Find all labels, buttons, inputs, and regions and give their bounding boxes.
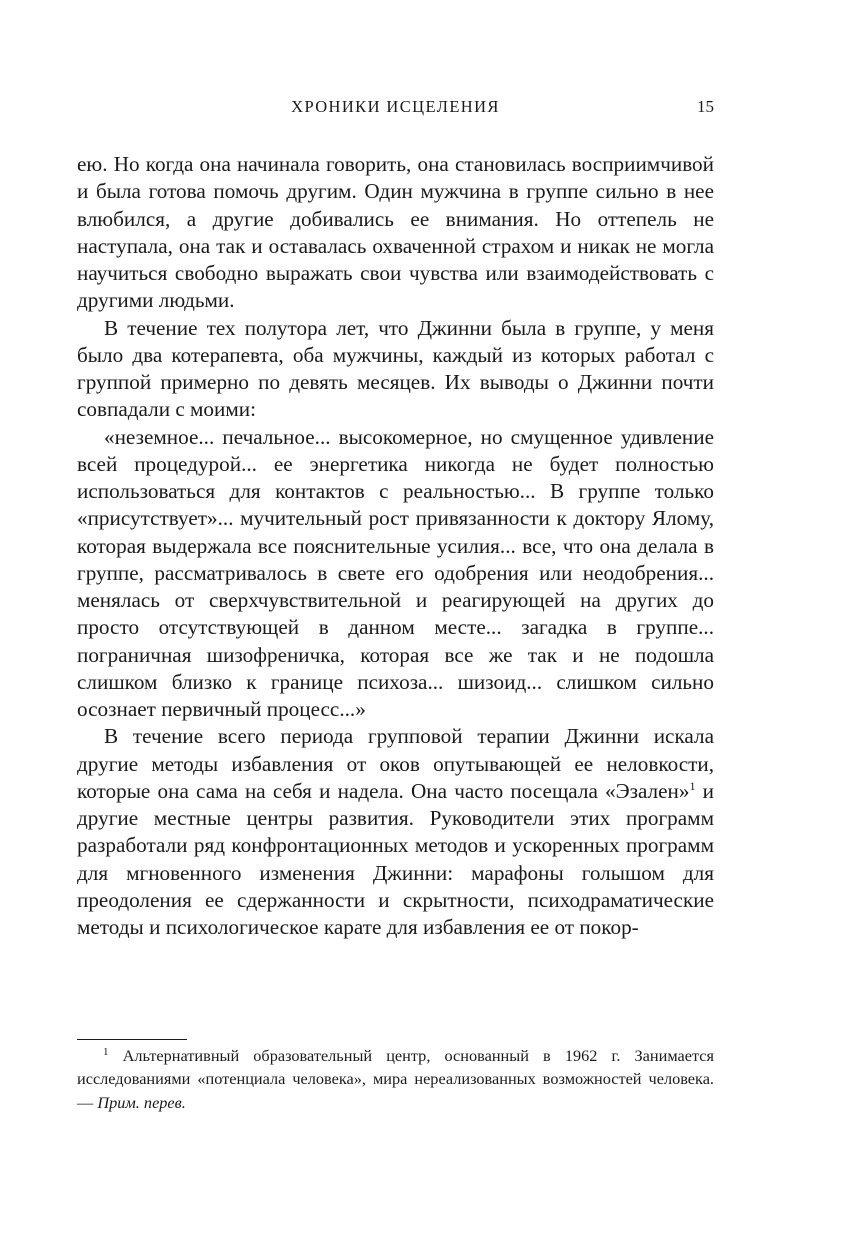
paragraph-text-start: В течение всего периода групповой терапии Джинни искала другие методы избавления от оков опутывающей ее неловкости, которые она сама на себя и надела. Она часто посещала «Эзален» <box>77 724 714 803</box>
paragraph-continuation: ею. Но когда она начинала говорить, она становилась восприимчивой и была готова помочь другим. Один мужчина в группе сильно в нее влюбился, а другие добивались ее внимания. Но оттепель не наступала, она так и оставалась охваченной страхом и никак не могла научиться свободно выражать свои чувства или взаимодействовать с другими людьми. <box>77 152 714 313</box>
paragraph-other-methods <box>77 723 714 941</box>
paragraph-text-end: и другие местные центры развития. Руководители этих программ разработали ряд конфронтационных методов и ускоренных программ для мгновенного изменения Джинни: марафоны голышом для преодоления ее сдержанности и скрытности, психодраматические методы и психологическое карате для избавления ее от покор- <box>77 778 715 939</box>
running-head <box>77 95 714 119</box>
footnote-text: Альтернативный образовательный центр, основанный в 1962 г. Занимается исследованиями «потенциала человека», мира нереализованных возможностей человека. — <box>77 1046 714 1112</box>
footnote <box>77 1044 714 1114</box>
page-number: 15 <box>697 97 714 116</box>
footnote-reference: 1 <box>689 778 696 793</box>
running-title: ХРОНИКИ ИСЦЕЛЕНИЯ <box>291 97 500 116</box>
footnote-divider <box>77 1039 187 1040</box>
footnote-marker: 1 <box>103 1046 109 1058</box>
translator-note: Прим. перев. <box>97 1092 186 1112</box>
main-text <box>77 151 714 941</box>
paragraph-cotherapists: В течение тех полутора лет, что Джинни была в группе, у меня было два котерапевта, оба мужчины, каждый из которых работал с группой примерно по девять месяцев. Их выводы о Джинни почти совпадали с моими: <box>77 315 714 422</box>
quoted-observations: «неземное... печальное... высокомерное, но смущенное удивление всей процедурой... ее энергетика никогда не будет полностью использоваться для контактов с реальностью... В группе только «присутствует»... мучительный рост привязанности к доктору Ялому, которая выдержала все пояснительные усилия... все, что она делала в группе, рассматривалось в свете его одобрения или неодобрения... менялась от сверхчувствительной и реагирующей на других до просто отсутствующей в данном месте... загадка в группе... пограничная шизофреничка, которая все же так и не подошла слишком близко к границе психоза... шизоид... слишком сильно осознает первичный процесс...» <box>77 424 714 721</box>
